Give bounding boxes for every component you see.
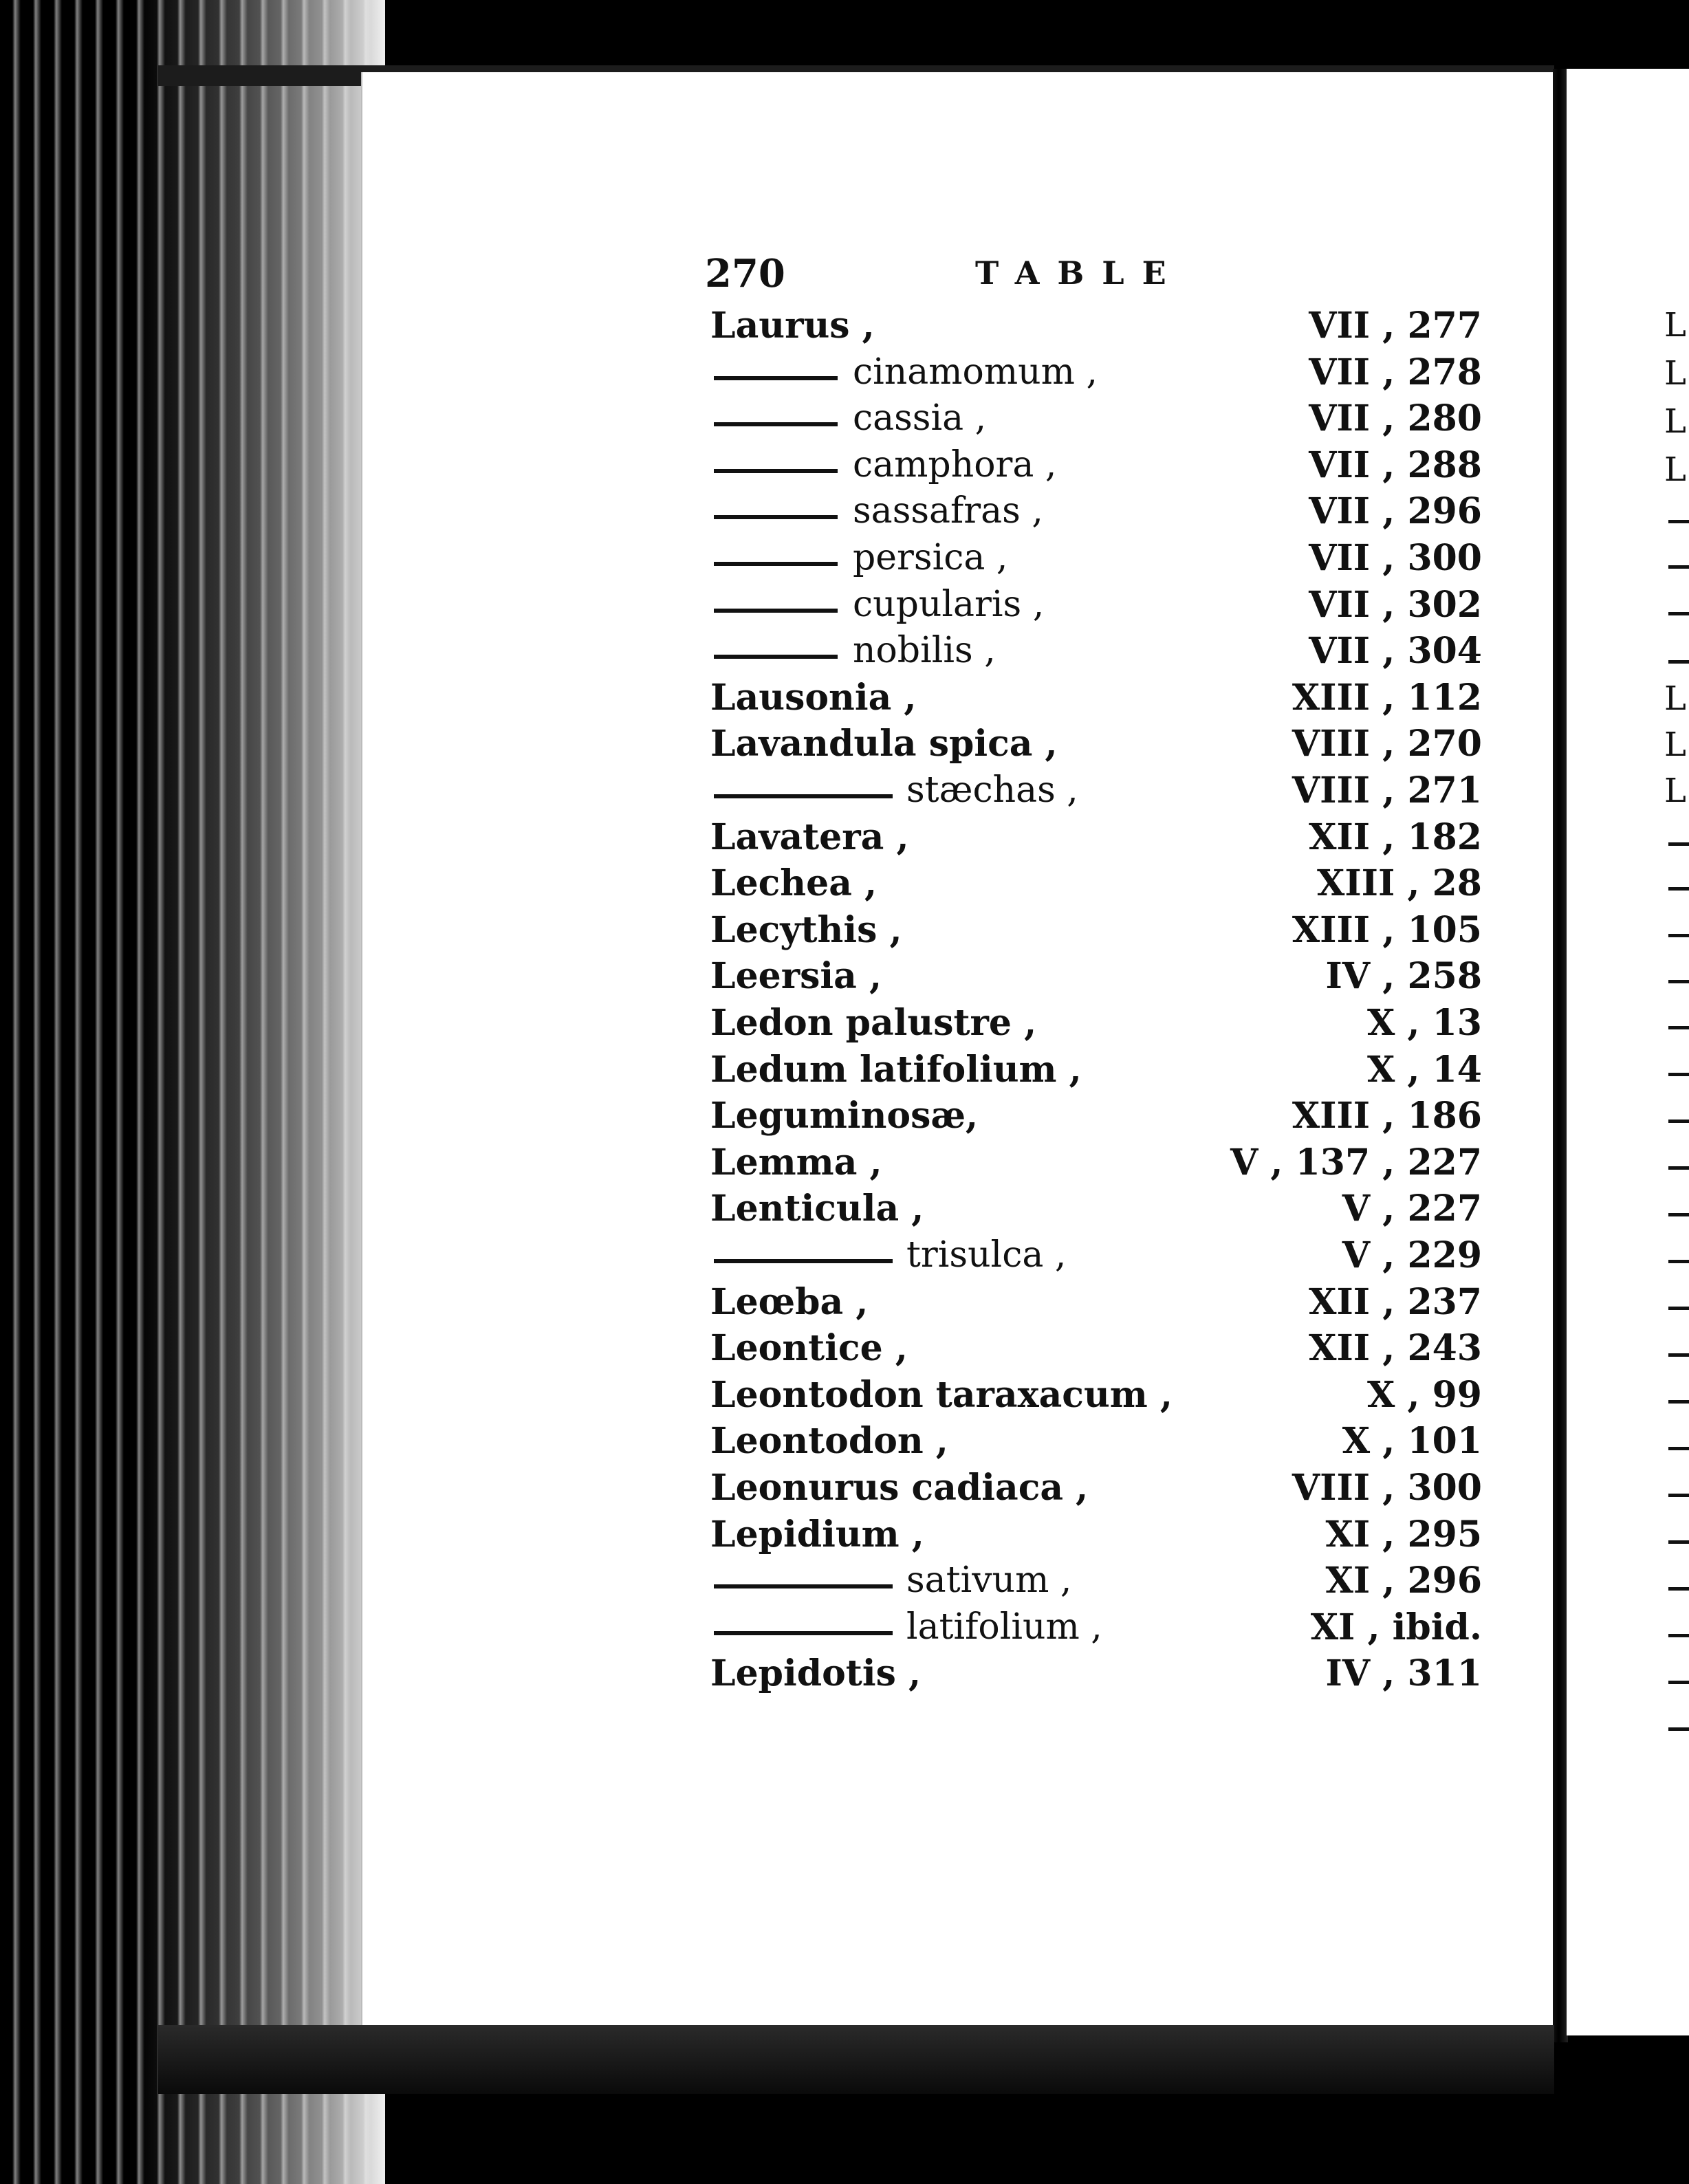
ditto-dash	[714, 376, 838, 380]
page-reference: X , 13	[1366, 1002, 1482, 1044]
index-term: Laurus ,	[710, 305, 875, 347]
index-entry	[0, 397, 1689, 443]
index-entry	[0, 1514, 1689, 1559]
page-reference: VII , 288	[1309, 444, 1482, 486]
ditto-dash	[714, 562, 838, 566]
index-entry	[0, 1467, 1689, 1512]
page-reference: X , 101	[1342, 1420, 1482, 1463]
index-subterm: camphora ,	[853, 444, 1057, 485]
page-reference: X , 99	[1366, 1373, 1482, 1416]
index-subterm: sassafras ,	[853, 490, 1043, 532]
ditto-dash	[714, 609, 838, 613]
index-entry	[0, 1188, 1689, 1233]
page-reference: VII , 304	[1309, 630, 1482, 673]
ditto-dash	[714, 1584, 893, 1588]
page-reference: IV , 311	[1325, 1652, 1482, 1695]
facing-page-letter: L	[1664, 354, 1686, 393]
facing-page-letter: L	[1664, 679, 1686, 718]
index-term: Leonurus cadiaca ,	[710, 1467, 1089, 1509]
page-reference: IV , 258	[1325, 955, 1482, 998]
index-term: Lenticula ,	[710, 1188, 924, 1230]
index-entry	[0, 723, 1689, 768]
index-term: Leontodon ,	[710, 1420, 948, 1463]
page-reference: XIII , 112	[1292, 676, 1482, 719]
index-entry	[0, 490, 1689, 536]
ditto-dash	[714, 422, 838, 426]
index-entry	[0, 1652, 1689, 1698]
page-reference: XIII , 105	[1292, 908, 1482, 951]
ditto-dash	[714, 1631, 893, 1635]
page-reference: XIII , 28	[1317, 862, 1482, 905]
ditto-dash	[714, 1259, 893, 1263]
ditto-dash	[714, 794, 893, 798]
index-entry	[0, 1281, 1689, 1326]
page-reference: VII , 278	[1309, 351, 1482, 393]
index-term: Lavatera ,	[710, 816, 909, 858]
ditto-dash	[714, 469, 838, 473]
facing-page-letter: L	[1664, 725, 1686, 764]
page-reference: XII , 182	[1309, 816, 1482, 858]
index-term: Lepidium ,	[710, 1513, 924, 1555]
index-subterm: nobilis ,	[853, 630, 996, 672]
page-reference: XIII , 186	[1292, 1095, 1482, 1137]
index-entry	[0, 1049, 1689, 1094]
index-entry	[0, 305, 1689, 350]
page-number: 270	[705, 251, 785, 296]
index-entry	[0, 1234, 1689, 1280]
page-reference: VIII , 270	[1292, 723, 1482, 765]
ditto-dash	[714, 655, 838, 659]
index-entry	[0, 444, 1689, 490]
index-subterm: trisulca ,	[906, 1234, 1067, 1276]
index-entry	[0, 909, 1689, 954]
facing-page-letter: L	[1664, 772, 1686, 810]
index-term: Leœba ,	[710, 1280, 869, 1323]
index-entry	[0, 862, 1689, 908]
page-reference: X , 14	[1366, 1048, 1482, 1091]
page-reference: VII , 296	[1309, 490, 1482, 533]
index-term: Leguminosæ,	[710, 1095, 979, 1137]
page-reference: XI , ibid.	[1310, 1606, 1482, 1648]
page-reference: VII , 302	[1309, 583, 1482, 626]
page-reference: VII , 300	[1309, 537, 1482, 579]
index-term: Ledon palustre ,	[710, 1002, 1037, 1044]
index-term: Lechea ,	[710, 862, 878, 905]
index-subterm: latifolium ,	[906, 1606, 1102, 1648]
page-reference: VII , 280	[1309, 397, 1482, 440]
index-entry	[0, 1560, 1689, 1605]
index-subterm: persica ,	[853, 537, 1008, 578]
page-reference: XI , 295	[1325, 1513, 1482, 1555]
page-reference: XI , 296	[1325, 1560, 1482, 1602]
facing-page-letter: L	[1664, 306, 1686, 345]
index-entry	[0, 816, 1689, 862]
running-title: TABLE	[975, 254, 1184, 292]
page-reference: XII , 243	[1309, 1327, 1482, 1370]
index-entry	[0, 630, 1689, 675]
index-entry	[0, 769, 1689, 815]
page-reference: V , 137 , 227	[1230, 1141, 1482, 1183]
index-term: Leontodon taraxacum ,	[710, 1373, 1173, 1416]
page-reference: V , 229	[1342, 1234, 1482, 1276]
index-term: Lavandula spica ,	[710, 723, 1058, 765]
index-term: Leersia ,	[710, 955, 882, 998]
facing-page-letter: L	[1664, 450, 1686, 489]
facing-page-letter: L	[1664, 402, 1686, 441]
index-subterm: sativum ,	[906, 1560, 1072, 1602]
index-subterm: cinamomum ,	[853, 351, 1098, 393]
index-entry	[0, 1374, 1689, 1419]
page-reference: VIII , 271	[1292, 769, 1482, 811]
index-term: Ledum latifolium ,	[710, 1048, 1082, 1091]
ditto-dash	[714, 515, 838, 519]
index-entry	[0, 1002, 1689, 1047]
index-entry	[0, 537, 1689, 582]
index-term: Lepidotis ,	[710, 1652, 922, 1695]
page-reference: VIII , 300	[1292, 1467, 1482, 1509]
page-reference: XII , 237	[1309, 1280, 1482, 1323]
index-subterm: cupularis ,	[853, 583, 1045, 625]
index-entry	[0, 677, 1689, 722]
index-term: Lemma ,	[710, 1141, 882, 1183]
index-entry	[0, 1420, 1689, 1465]
index-subterm: cassia ,	[853, 397, 987, 439]
index-term: Lausonia ,	[710, 676, 917, 719]
index-entry	[0, 1142, 1689, 1187]
index-entry	[0, 955, 1689, 1001]
index-entry	[0, 1095, 1689, 1140]
page-reference: VII , 277	[1309, 305, 1482, 347]
index-entry	[0, 1327, 1689, 1373]
index-entry	[0, 584, 1689, 629]
index-subterm: stæchas ,	[906, 769, 1078, 811]
index-entry	[0, 351, 1689, 397]
index-term: Lecythis ,	[710, 908, 902, 951]
index-term: Leontice ,	[710, 1327, 908, 1370]
index-entry	[0, 1606, 1689, 1652]
page-reference: V , 227	[1342, 1188, 1482, 1230]
